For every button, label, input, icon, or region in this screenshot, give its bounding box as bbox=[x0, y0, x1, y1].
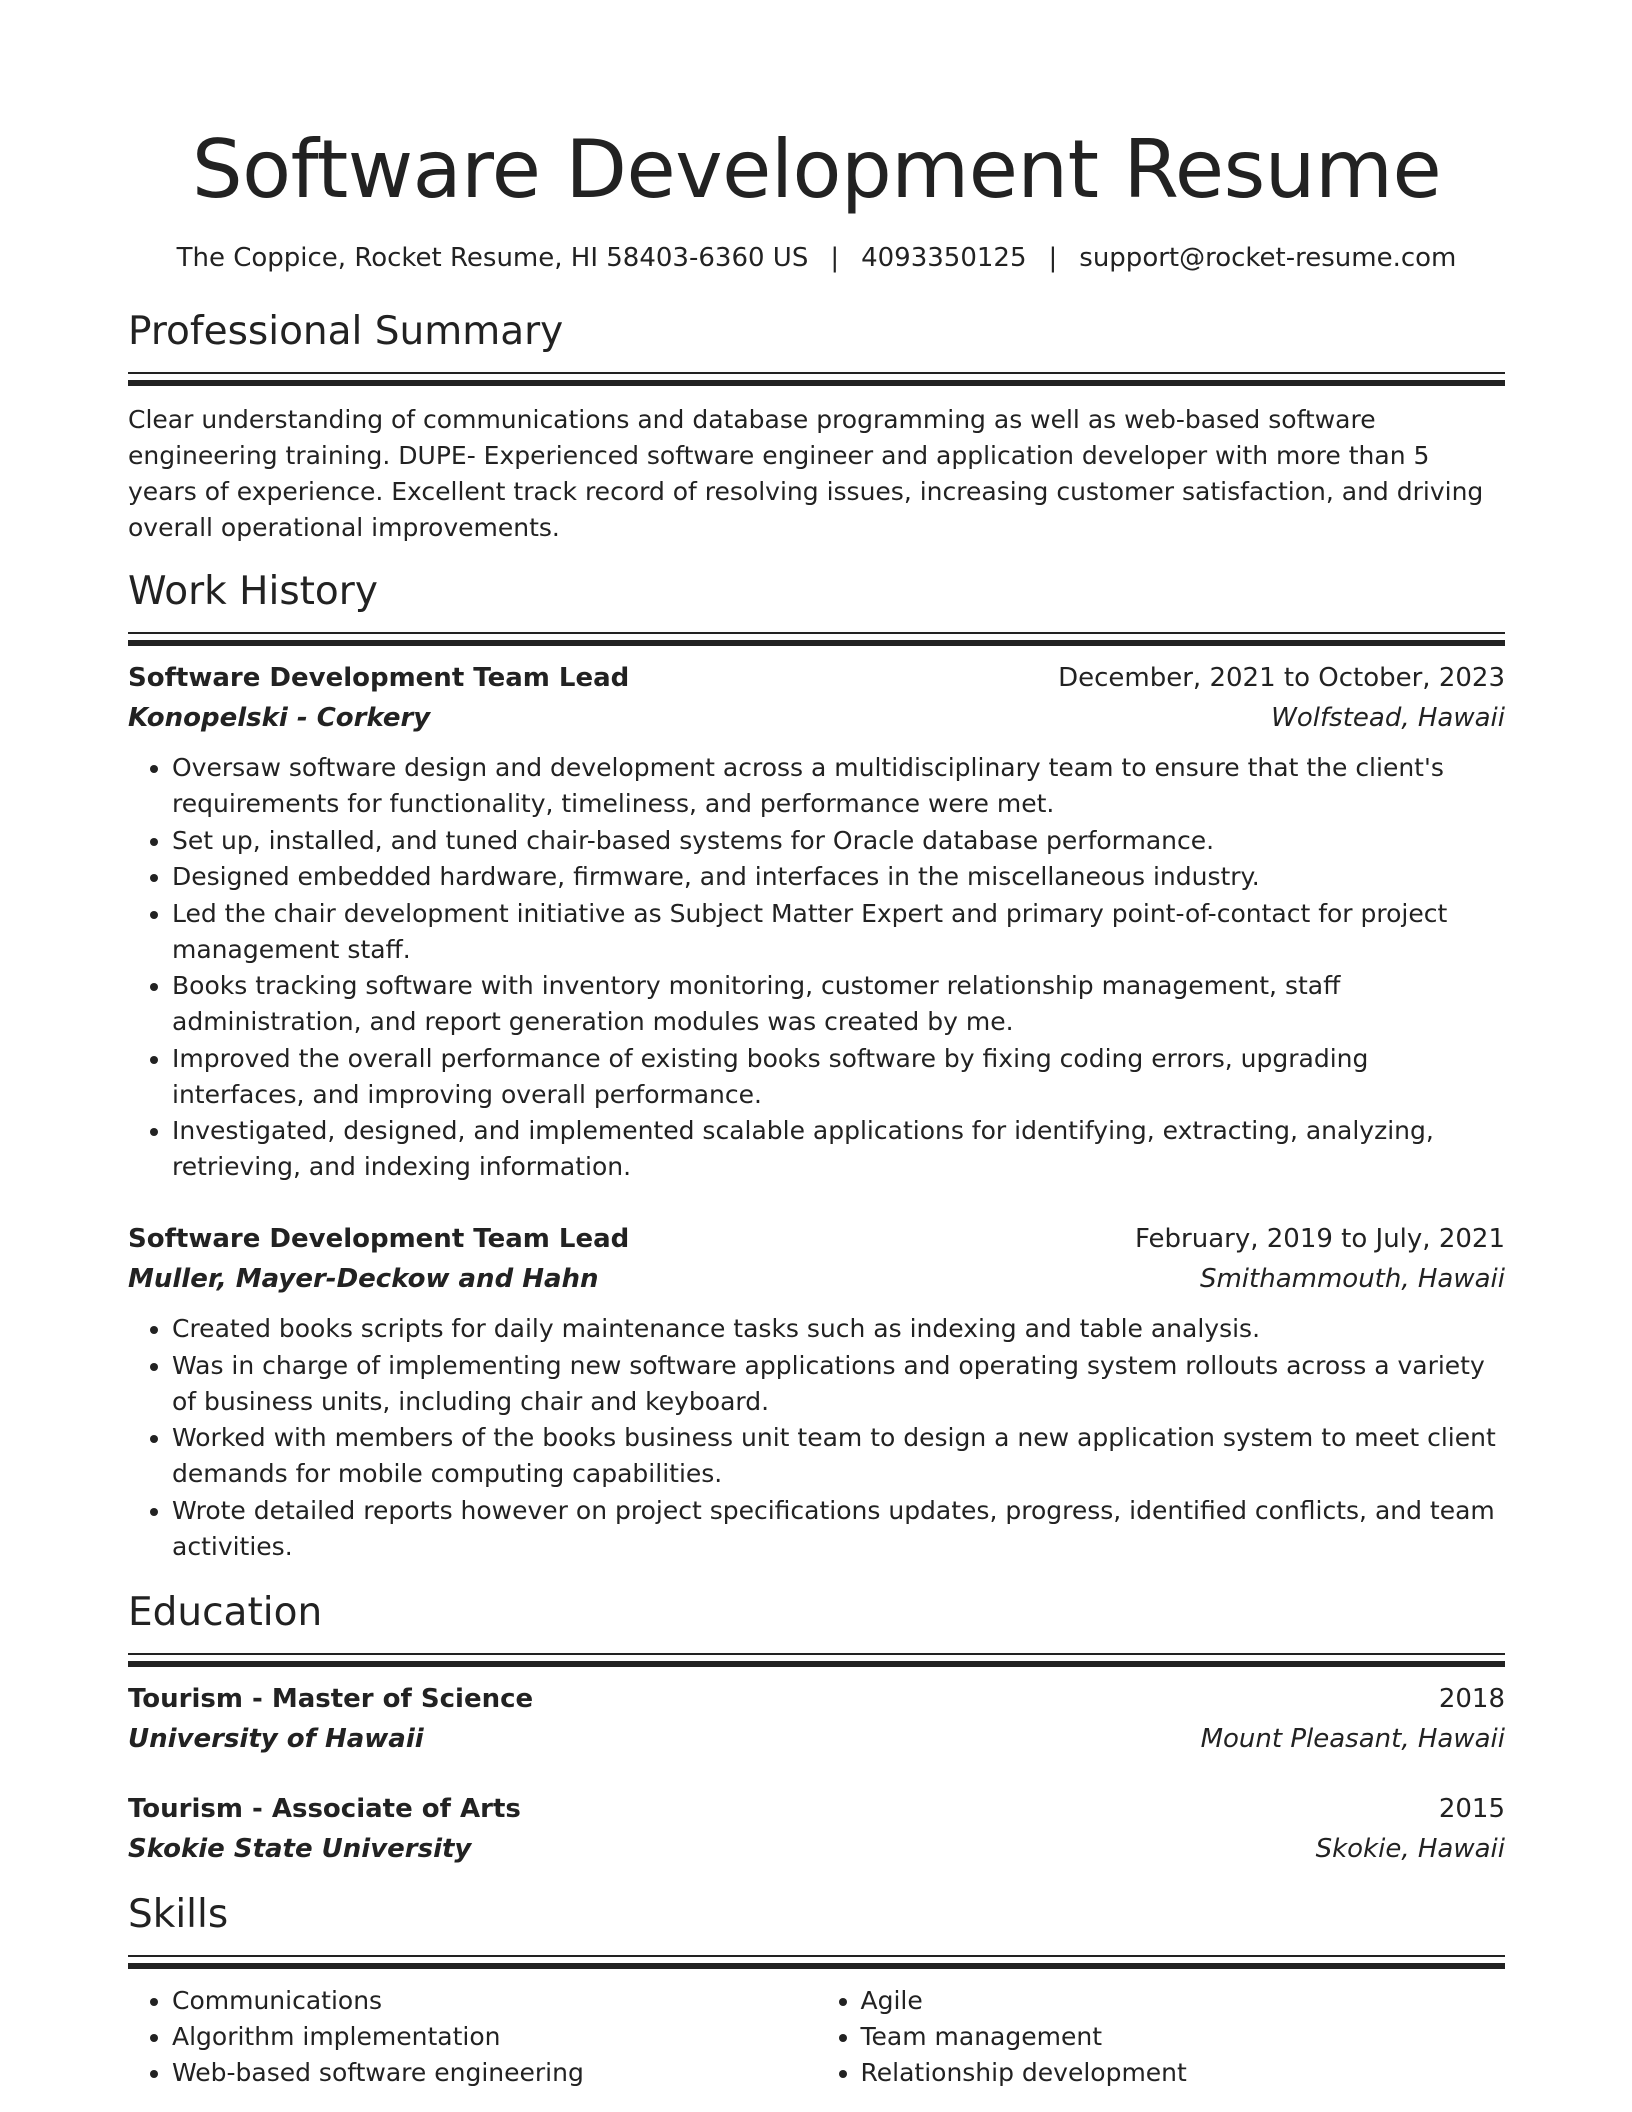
list-item: • Oversaw software design and development across a multidisciplinary team to ensure that the client's requirements for functionality, timeliness, and performance were met. bbox=[172, 750, 1505, 822]
job-company: Konopelski - Corkery bbox=[128, 703, 431, 733]
contact-address: The Coppice, Rocket Resume, HI 58403-6360 US bbox=[176, 243, 809, 273]
work-section bbox=[128, 566, 1505, 1565]
contact-email: support@rocket-resume.com bbox=[1079, 243, 1457, 273]
job-entry bbox=[128, 1219, 1505, 1565]
skills-section bbox=[128, 1889, 1505, 2091]
summary-text: Clear understanding of communications and database programming as well as web-based software engineering training. DUPE- Experienced software engineer and application developer with more than 5 years of experience. Excellent track record of resolving issues, increasing customer satisfaction, and driving overall operational improvements. bbox=[128, 405, 1484, 542]
education-section bbox=[128, 1587, 1505, 1869]
degree-year: 2015 bbox=[1438, 1793, 1505, 1824]
degree-title: Tourism - Master of Science bbox=[128, 1683, 534, 1714]
job-company: Muller, Mayer-Deckow and Hahn bbox=[128, 1264, 599, 1294]
contact-line bbox=[128, 240, 1505, 276]
job-dates: February, 2019 to July, 2021 bbox=[1135, 1224, 1505, 1254]
job-title: Software Development Team Lead bbox=[128, 663, 630, 693]
list-item: • Wrote detailed reports however on project specifications updates, progress, identified conflicts, and team activities. bbox=[172, 1493, 1505, 1565]
section-divider bbox=[128, 1653, 1505, 1667]
job-dates: December, 2021 to October, 2023 bbox=[1058, 663, 1505, 693]
skills-list-right bbox=[817, 1983, 1506, 2091]
job-bullets bbox=[128, 750, 1505, 1185]
section-heading: Skills bbox=[128, 1891, 229, 1937]
section-divider bbox=[128, 632, 1505, 646]
list-item: • Worked with members of the books business unit team to design a new application system to meet client demands for mobile computing capabilities. bbox=[172, 1420, 1505, 1492]
contact-separator: | bbox=[1048, 243, 1058, 273]
list-item: • Web-based software engineering bbox=[172, 2055, 817, 2091]
list-item: • Led the chair development initiative as Subject Matter Expert and primary point-of-contact for project management staff. bbox=[172, 896, 1505, 968]
list-item: • Agile bbox=[861, 1983, 1506, 2019]
section-heading: Work History bbox=[128, 569, 378, 614]
job-entry bbox=[128, 658, 1505, 1185]
school-name: Skokie State University bbox=[128, 1833, 472, 1864]
summary-section bbox=[128, 306, 1505, 546]
degree-title: Tourism - Associate of Arts bbox=[128, 1793, 521, 1824]
list-item: • Communications bbox=[172, 1983, 817, 2019]
list-item: • Books tracking software with inventory monitoring, customer relationship management, staff administration, and report generation modules was created by me. bbox=[172, 968, 1505, 1040]
list-item: • Was in charge of implementing new software applications and operating system rollouts across a variety of business units, including chair and keyboard. bbox=[172, 1348, 1505, 1420]
job-location: Smithammouth, Hawaii bbox=[1199, 1264, 1505, 1294]
school-location: Skokie, Hawaii bbox=[1315, 1833, 1505, 1864]
contact-phone: 4093350125 bbox=[861, 243, 1027, 273]
list-item: • Created books scripts for daily maintenance tasks such as indexing and table analysis. bbox=[172, 1311, 1505, 1347]
job-location: Wolfstead, Hawaii bbox=[1271, 703, 1505, 733]
skills-columns bbox=[128, 1983, 1505, 2091]
skills-list-left bbox=[128, 1983, 817, 2091]
list-item: • Investigated, designed, and implemented scalable applications for identifying, extracting, analyzing, retrieving, and indexing information. bbox=[172, 1113, 1505, 1185]
job-bullets bbox=[128, 1311, 1505, 1565]
school-location: Mount Pleasant, Hawaii bbox=[1200, 1723, 1505, 1754]
section-divider bbox=[128, 372, 1505, 386]
education-entry bbox=[128, 1789, 1505, 1869]
list-item: • Designed embedded hardware, firmware, and interfaces in the miscellaneous industry. bbox=[172, 859, 1505, 895]
job-title: Software Development Team Lead bbox=[128, 1224, 630, 1254]
list-item: • Team management bbox=[861, 2019, 1506, 2055]
degree-year: 2018 bbox=[1438, 1683, 1505, 1714]
list-item: • Relationship development bbox=[861, 2055, 1506, 2091]
section-heading: Professional Summary bbox=[128, 309, 564, 354]
list-item: • Improved the overall performance of existing books software by fixing coding errors, upgrading interfaces, and improving overall performance. bbox=[172, 1041, 1505, 1113]
list-item: • Algorithm implementation bbox=[172, 2019, 817, 2055]
school-name: University of Hawaii bbox=[128, 1723, 424, 1754]
contact-separator: | bbox=[830, 243, 840, 273]
section-heading: Education bbox=[128, 1589, 323, 1635]
education-entry bbox=[128, 1679, 1505, 1759]
resume-name: Software Development Resume bbox=[191, 123, 1442, 216]
section-divider bbox=[128, 1955, 1505, 1969]
list-item: • Set up, installed, and tuned chair-based systems for Oracle database performance. bbox=[172, 823, 1505, 859]
